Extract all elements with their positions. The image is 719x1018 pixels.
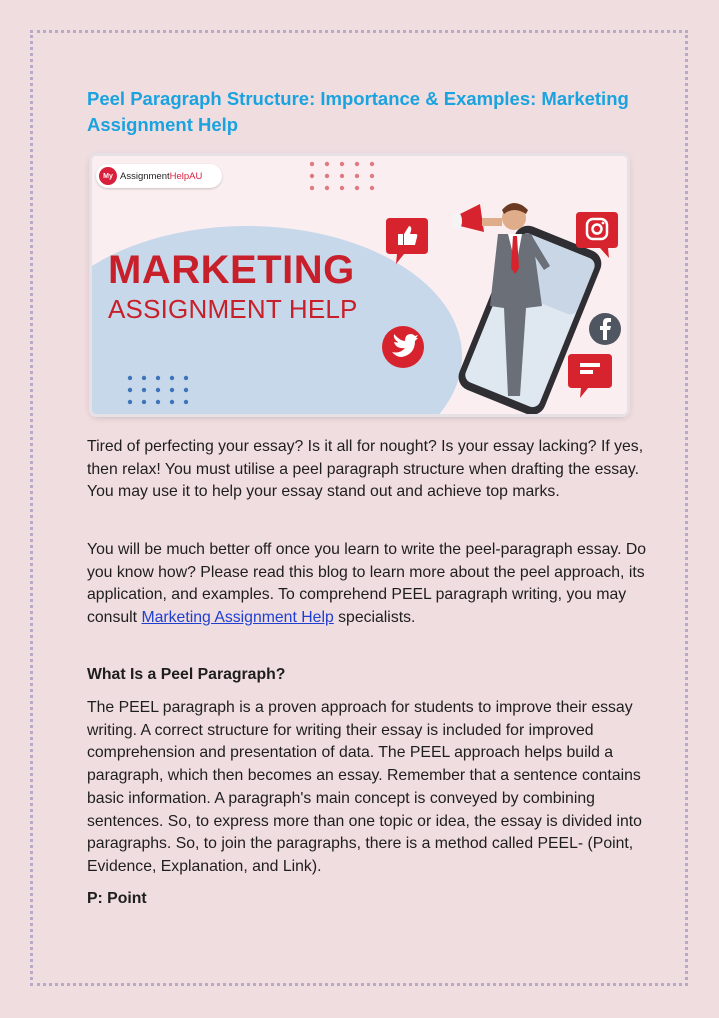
logo-text: AssignmentHelpAU: [120, 170, 203, 182]
section-heading-what-is: What Is a Peel Paragraph?: [87, 666, 286, 683]
megaphone-icon: [450, 196, 570, 406]
banner-headline-1: MARKETING: [108, 248, 355, 292]
logo-badge: My: [99, 167, 117, 185]
like-icon: [384, 216, 430, 266]
banner-headline-2: ASSIGNMENT HELP: [108, 294, 358, 324]
paragraph-peel-definition: The PEEL paragraph is a proven approach for students to improve their essay writing. A correct structure for writing their essay is included for improved comprehension and presentation of data. The PEEL approach helps build a paragraph, which then becomes an essay. Remember that a sentence contains basic information. A paragraph's main concept is conveyed by combining sentences. So, to express more than one topic or idea, the essay is divided into paragraphs. So, to join the paragraphs, there is a method called PEEL- (Point, Evidence, Explanation, and Link).: [87, 699, 642, 875]
instagram-icon: [574, 210, 620, 260]
marketing-assignment-help-link[interactable]: Marketing Assignment Help: [141, 609, 334, 627]
twitter-icon: [380, 324, 426, 370]
page-title: Peel Paragraph Structure: Importance & Examples: Marketing Assignment Help: [87, 88, 629, 135]
dot-grid-top: [308, 160, 376, 194]
comment-icon: [566, 352, 614, 402]
section-heading-point: P: Point: [87, 890, 147, 907]
hero-banner: [92, 156, 627, 414]
brand-logo: [96, 164, 222, 188]
paragraph-consult: You will be much better off once you learn to write the peel-paragraph essay. Do you know how? Please read this blog to learn more about the peel approach, its application, and examples. To comprehend PEEL paragraph writing, you may consult Marketing Assignment Help specialists.: [87, 541, 647, 627]
paragraph-intro: Tired of perfecting your essay? Is it all for nought? Is your essay lacking? If yes, then relax! You must utilise a peel paragraph structure when drafting the essay. You may use it to help your essay stand out and achieve top marks.: [87, 438, 644, 501]
facebook-icon: [588, 312, 622, 346]
dot-grid-bottom: [126, 374, 192, 408]
